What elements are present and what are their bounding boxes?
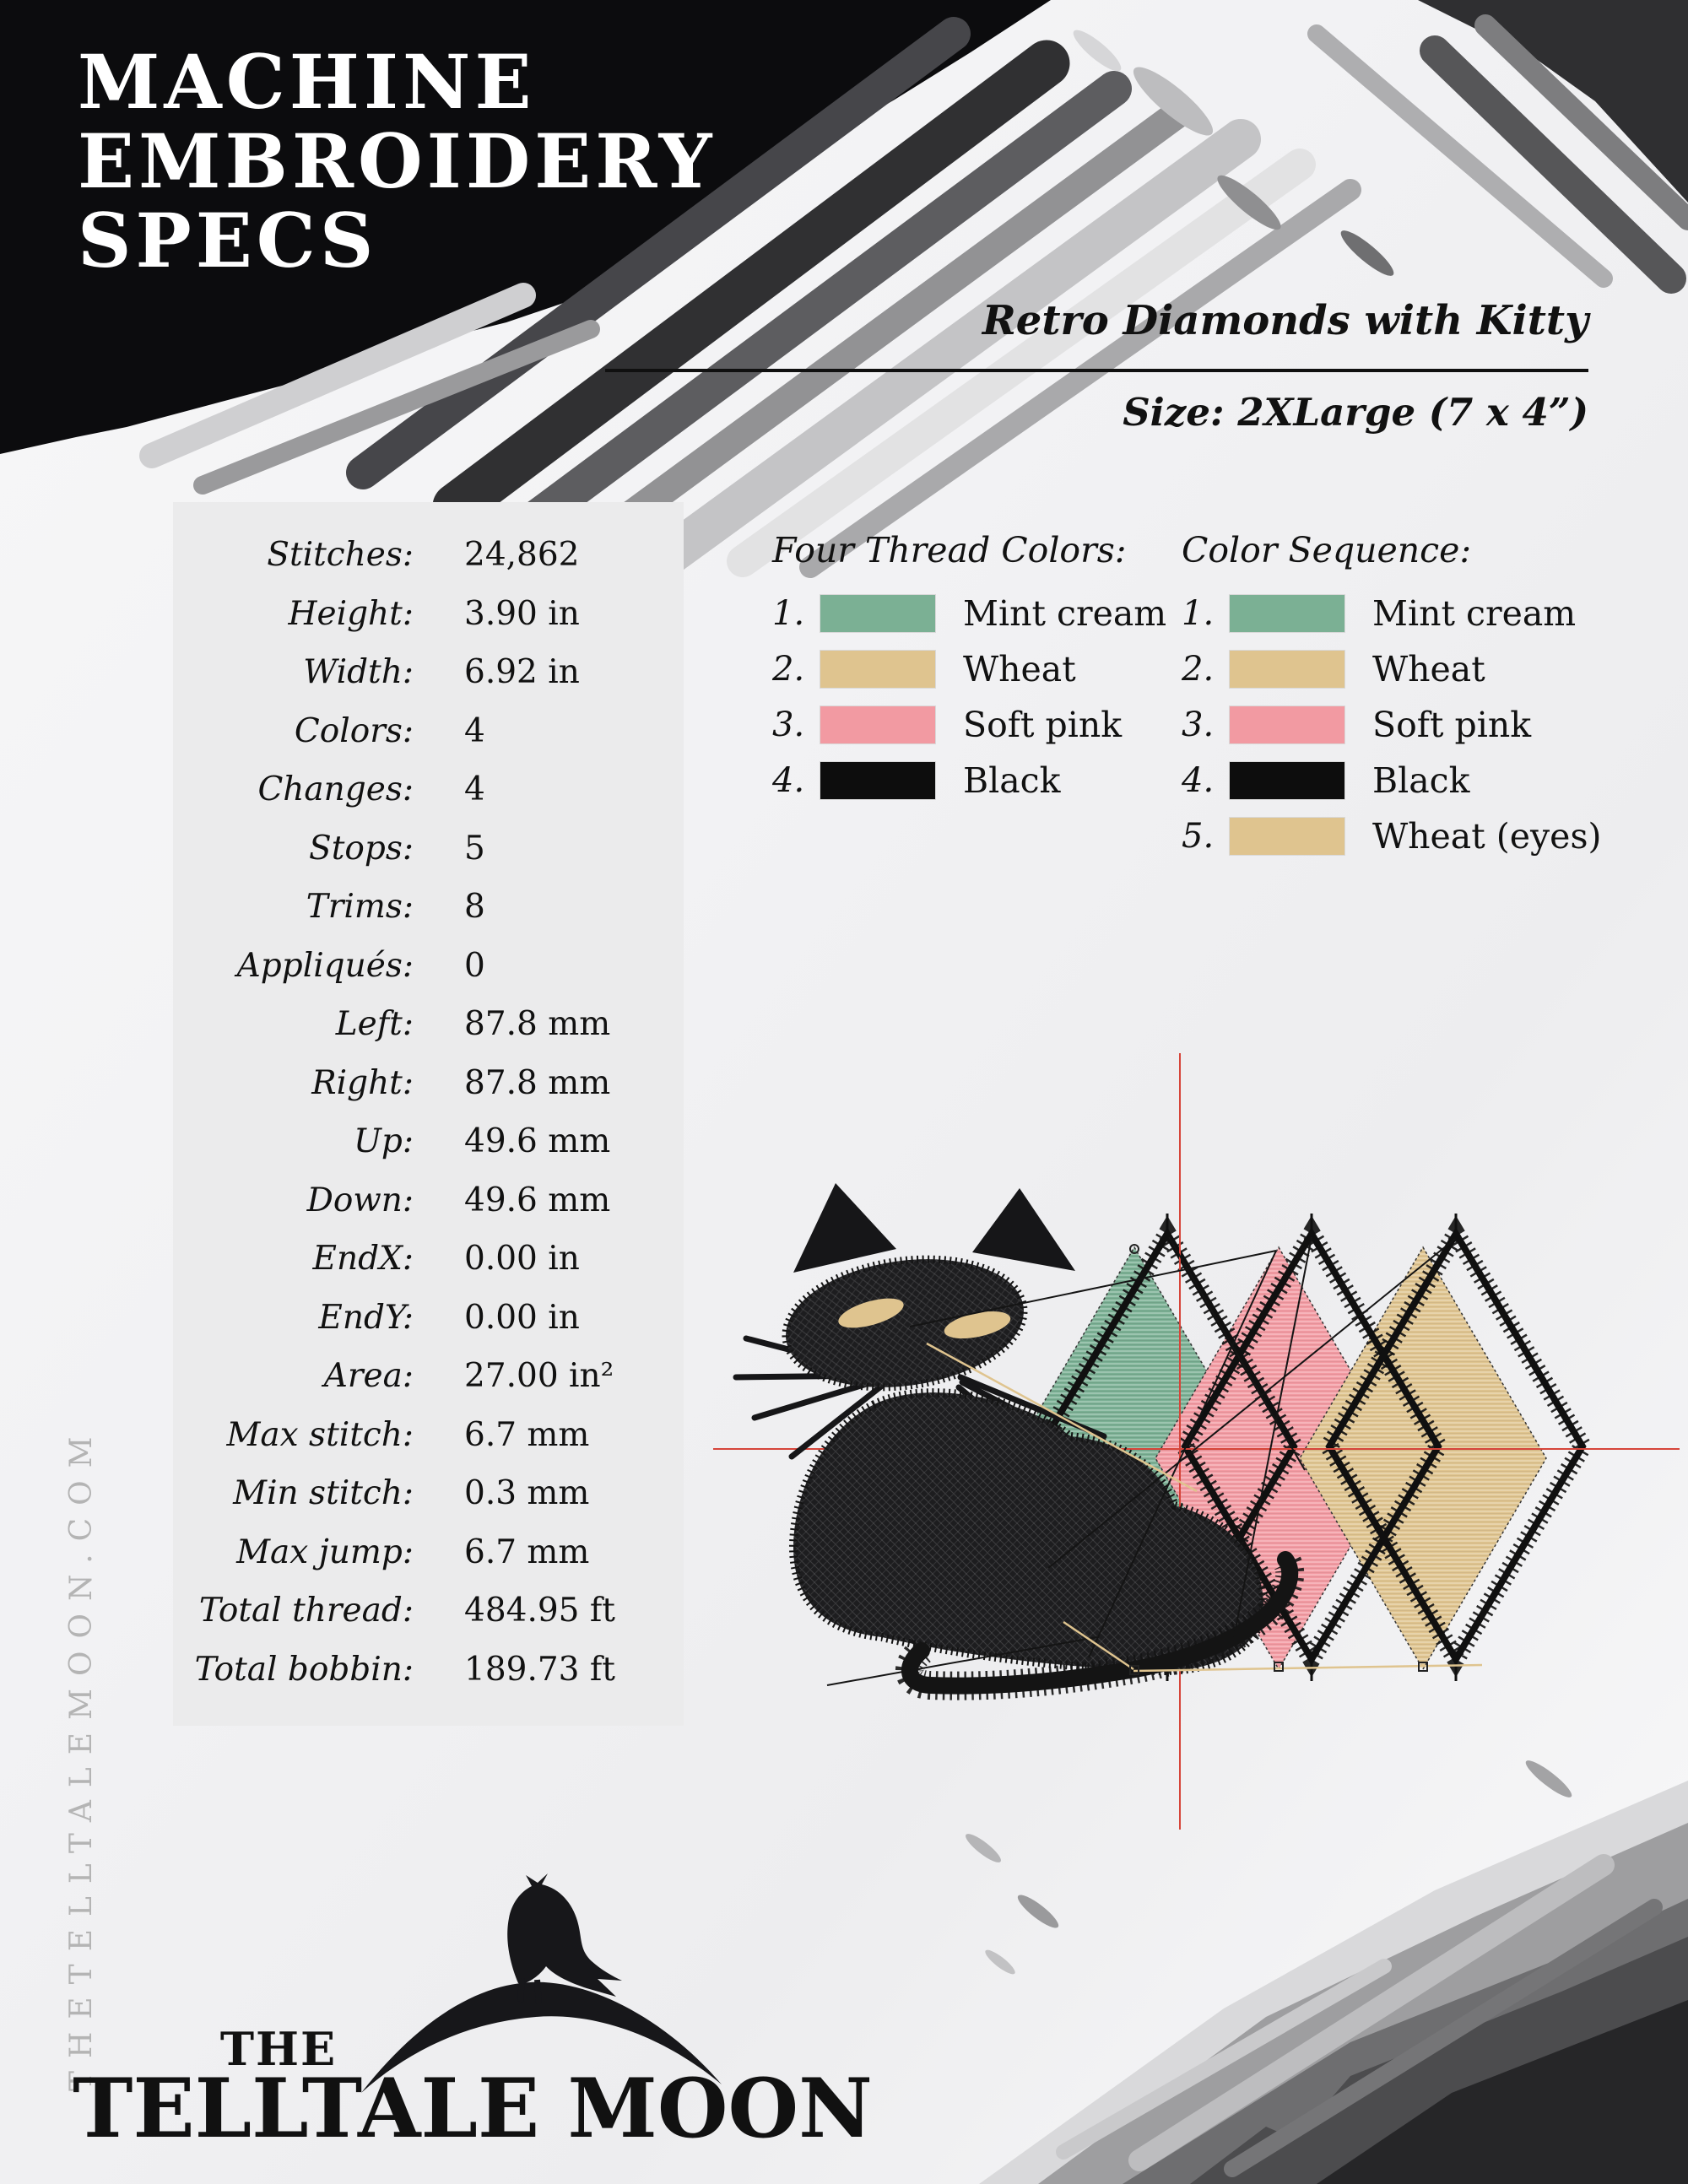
spec-value: 8	[464, 888, 485, 927]
spec-label: Area:	[323, 1357, 414, 1396]
spec-label: EndX:	[312, 1240, 414, 1279]
list-item: 3. Soft pink	[772, 705, 1123, 745]
spec-value: 0.00 in	[464, 1298, 580, 1337]
spec-row	[173, 643, 684, 702]
spec-value: 6.7 mm	[464, 1415, 590, 1454]
design-preview	[709, 1046, 1688, 1857]
spec-row	[173, 760, 684, 819]
color-swatch-soft-pink	[1229, 705, 1345, 744]
list-item: 1. Mint cream	[1182, 593, 1577, 634]
spec-row	[173, 1171, 684, 1230]
spec-label: Appliqués:	[236, 946, 414, 985]
color-sequence-list	[1182, 530, 1602, 864]
spec-value: 27.00 in²	[464, 1357, 614, 1396]
spec-value: 87.8 mm	[464, 1005, 611, 1044]
spec-value: 484.95 ft	[464, 1592, 615, 1630]
spec-value: 49.6 mm	[464, 1122, 611, 1161]
spec-label: Colors:	[294, 711, 414, 750]
spec-value: 24,862	[464, 536, 580, 575]
spec-value: 0.00 in	[464, 1240, 580, 1279]
page-title	[78, 38, 717, 284]
color-swatch-mint-cream	[820, 594, 936, 633]
list-item: 2. Wheat	[1182, 649, 1485, 689]
spec-label: Total thread:	[198, 1592, 414, 1630]
color-swatch-wheat	[820, 650, 936, 689]
spec-row	[173, 1289, 684, 1348]
spec-value: 4	[464, 770, 485, 809]
spec-label: Total bobbin:	[194, 1650, 414, 1689]
page-title-line3: SPECS	[78, 197, 378, 284]
spec-value: 0.3 mm	[464, 1474, 590, 1513]
spec-value: 189.73 ft	[464, 1650, 615, 1689]
list-item: 2. Wheat	[772, 649, 1076, 689]
website-vertical-text: THETELLTALEMOON.COM	[64, 1424, 99, 2091]
color-sequence-title: Color Sequence:	[1182, 530, 1472, 570]
spec-row	[173, 702, 684, 761]
spec-label: Stops:	[309, 829, 414, 868]
spec-row	[173, 1581, 684, 1641]
page-title-line1: MACHINE	[78, 38, 536, 126]
color-swatch-wheat-eyes	[1229, 817, 1345, 856]
spec-row	[173, 1523, 684, 1582]
size-label: Size: 2XLarge (7 x 4”)	[1123, 390, 1588, 435]
spec-row	[173, 995, 684, 1054]
color-swatch-soft-pink	[820, 705, 936, 744]
spec-label: Up:	[354, 1122, 414, 1161]
spec-row	[173, 1230, 684, 1289]
color-swatch-black	[1229, 761, 1345, 800]
spec-label: Max stitch:	[226, 1415, 414, 1454]
spec-label: Right:	[311, 1063, 414, 1102]
color-swatch-black	[820, 761, 936, 800]
spec-value: 0	[464, 946, 485, 985]
spec-row	[173, 585, 684, 644]
spec-value: 87.8 mm	[464, 1063, 611, 1102]
spec-row	[173, 1054, 684, 1113]
spec-row	[173, 819, 684, 878]
page-title-line2: EMBROIDERY	[78, 117, 717, 205]
thread-colors-list	[772, 530, 1166, 808]
header-divider	[605, 369, 1588, 372]
spec-row	[173, 1347, 684, 1406]
cat-ear-left	[793, 1183, 896, 1273]
spec-value: 49.6 mm	[464, 1181, 611, 1219]
spec-label: EndY:	[318, 1298, 414, 1337]
color-swatch-mint-cream	[1229, 594, 1345, 633]
spec-row	[173, 1406, 684, 1465]
spec-row	[173, 1464, 684, 1523]
list-item: 1. Mint cream	[772, 593, 1167, 634]
spec-row	[173, 937, 684, 996]
spec-label: Left:	[335, 1005, 414, 1044]
list-item: 3. Soft pink	[1182, 705, 1532, 745]
spec-label: Changes:	[257, 770, 414, 809]
color-swatch-wheat	[1229, 650, 1345, 689]
spec-row	[173, 878, 684, 937]
design-name: Retro Diamonds with Kitty	[982, 297, 1588, 344]
spec-label: Trims:	[306, 888, 414, 927]
spec-label: Max jump:	[236, 1533, 414, 1571]
logo-text-the: THE	[219, 2022, 338, 2076]
spec-row	[173, 1112, 684, 1171]
spec-row	[173, 526, 684, 585]
spec-value: 6.92 in	[464, 653, 580, 692]
list-item: 4. Black	[1182, 760, 1470, 801]
spec-value: 4	[464, 711, 485, 750]
spec-label: Down:	[306, 1181, 414, 1219]
spec-row	[173, 1641, 684, 1700]
cat-ear-right	[972, 1188, 1075, 1271]
spec-value: 6.7 mm	[464, 1533, 590, 1571]
list-item: 5. Wheat (eyes)	[1182, 816, 1602, 857]
spec-panel	[173, 502, 684, 1726]
spec-value: 3.90 in	[464, 594, 580, 633]
thread-colors-title: Four Thread Colors:	[772, 530, 1127, 570]
spec-label: Width:	[303, 653, 414, 692]
spec-label: Stitches:	[267, 536, 414, 575]
spec-value: 5	[464, 829, 485, 868]
list-item: 4. Black	[772, 760, 1061, 801]
spec-label: Min stitch:	[233, 1474, 414, 1513]
logo-text-telltale-moon: TELLTALE MOON	[73, 2061, 873, 2156]
spec-label: Height:	[288, 594, 414, 633]
